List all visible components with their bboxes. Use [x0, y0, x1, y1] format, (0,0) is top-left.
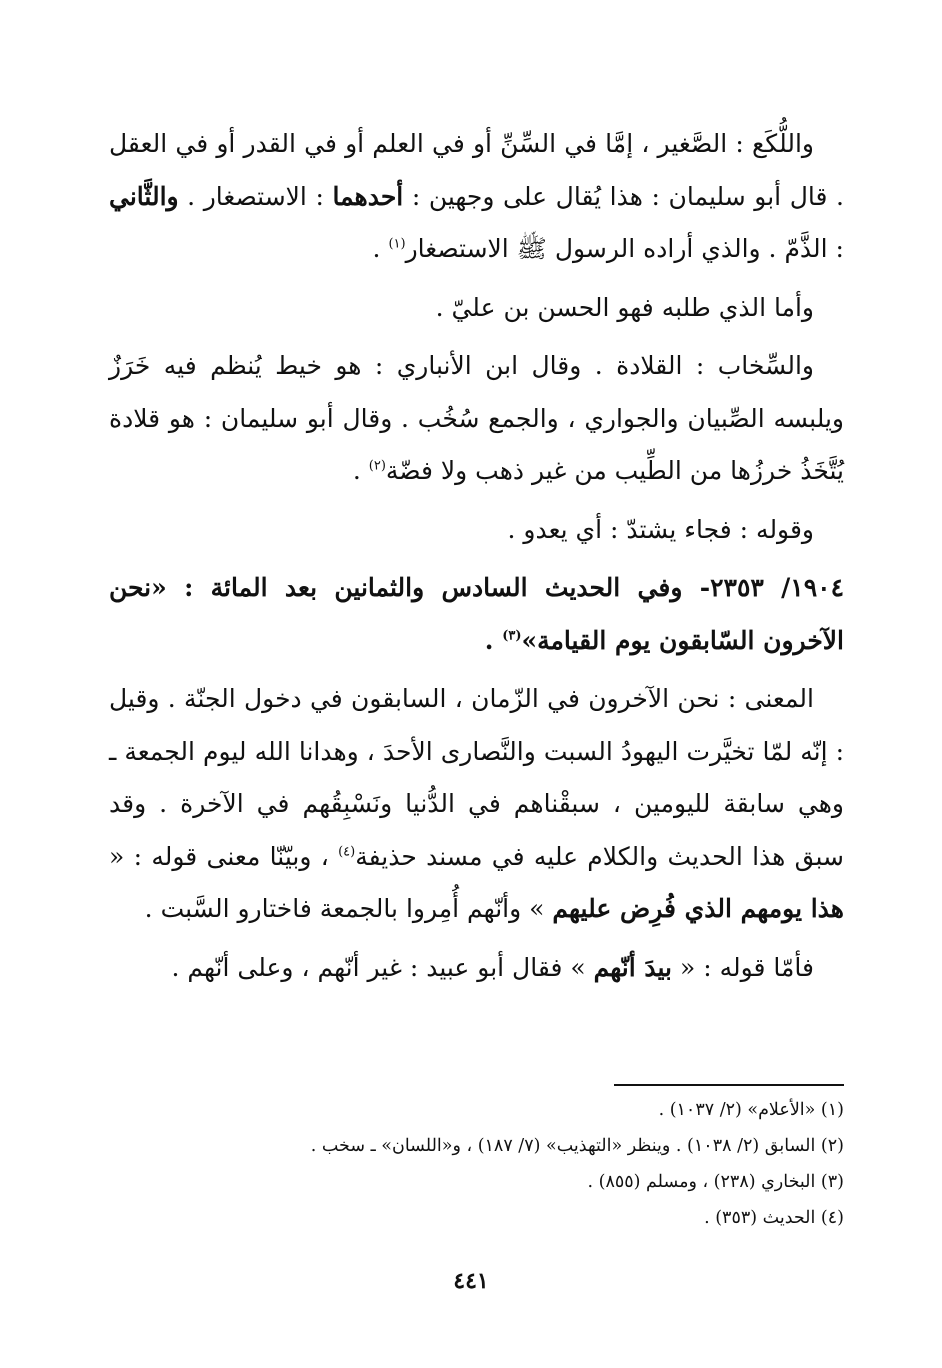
footnote-3: (٣) البخاري (٢٣٨) ، ومسلم (٨٥٥) . [587, 1172, 844, 1192]
footnote-4: (٤) الحديث (٣٥٣) . [704, 1208, 844, 1228]
footnote-2: (٢) السابق (٢/ ١٠٣٨) . وينظر «التهذيب» (٧/ ١٨٧) ، و«اللسان» ـ سخب . [310, 1136, 844, 1156]
paragraph-bayda: فأمّا قوله : « بيدَ أنّهم » فقال أبو عبيد : غير أنّهم ، وعلى أنّهم . [171, 952, 814, 982]
page-number: ٤٤١ [453, 1268, 489, 1294]
footnote-1: (١) «الأعلام» (٢/ ١٠٣٧) . [658, 1100, 844, 1120]
footnote-ref-1: (١) [388, 236, 406, 252]
footnotes [109, 1092, 844, 1236]
paragraph-yashtadd: وقوله : فجاء يشتدّ : أي يعدو . [507, 514, 814, 544]
footnote-ref-4: (٤) [338, 844, 356, 860]
paragraph-sikhab: والسِّخاب : القلادة . وقال ابن الأنباري : هو خيط يُنظم فيه خَرَزٌ ويلبسه الصِّبيان والجواري ، والجمع سُخُب . وقال أبو سليمان : هو قلادة يُتَّخَذُ خرزُها من الطِّيب من غير ذهب ولا فضّة$^{(٢)}$ . [109, 351, 844, 485]
paragraph-hasan: وأما الذي طلبه فهو الحسن بن عليّ . [435, 292, 814, 322]
footnote-ref-2: (٢) [368, 458, 386, 474]
footnote-separator [614, 1084, 844, 1086]
hadith-heading: ١٩٠٤/ ٢٣٥٣- وفي الحديث السادس والثمانين بعد المائة : «نحن الآخرون السّابقون يوم القيامة»$^{(٣)}$ . [109, 573, 844, 655]
paragraph-lukaa: واللُّكَع : الصَّغير ، إمَّا في السِّنِّ أو في العلم أو في القدر أو في العقل . قال أبو سليمان : هذا يُقال على وجهين : أحدهما : الاستصغار . والثَّاني : الذَّمّ . والذي أراده الرسول ﷺ الاستصغار$^{(١)}$ . [109, 129, 844, 263]
footnote-ref-3: (٣) [502, 628, 522, 644]
paragraph-meaning: المعنى : نحن الآخرون في الزّمان ، السابقون في دخول الجنّة . وقيل : إنّه لمّا تخيَّرت اليهودُ السبت والنَّصارى الأحدَ ، وهدانا الله ليوم الجمعة ـ وهي سابقة لليومين ، سبقْناهم في الدُّنيا ونَسْبِقُهم في الآخرة . وقد سبق هذا الحديث والكلام عليه في مسند حذيفة$^{(٤)}$ ، وبيّنّا معنى قوله : « هذا يومهم الذي فُرِض عليهم » وأنّهم أُمِروا بالجمعة فاختارو السَّبت . [109, 684, 844, 923]
main-text [109, 118, 844, 994]
